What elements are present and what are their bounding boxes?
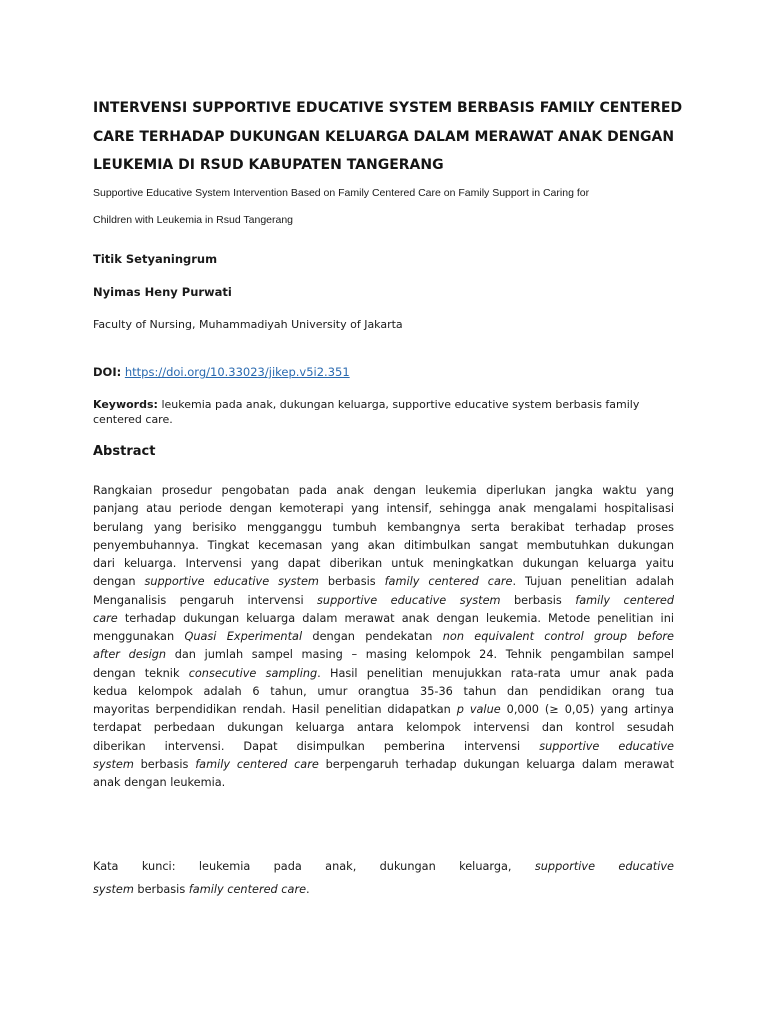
- abstract-line: [93, 500, 674, 518]
- abstract-text: 0,000 (≥ 0,05) yang artinya: [500, 703, 674, 716]
- abstract-text: panjang atau periode dengan kemoterapi yang intensif, sehingga anak mengalami hospitalisasi: [93, 502, 674, 516]
- kata-kunci-text: .: [306, 883, 310, 896]
- keywords-block: [93, 397, 683, 427]
- abstract-line: [93, 610, 674, 628]
- abstract-heading: Abstract: [93, 444, 156, 459]
- kata-kunci-line: [93, 878, 674, 901]
- abstract-text-italic: family centered care: [195, 757, 319, 771]
- abstract-line: [93, 738, 674, 756]
- abstract-line: [93, 573, 674, 591]
- abstract-text: Rangkaian prosedur pengobatan pada anak dengan leukemia diperlukan jangka waktu yang: [93, 484, 674, 497]
- abstract-text-italic: consecutive sampling: [188, 666, 318, 680]
- abstract-text: terhadap dukungan keluarga dalam merawat anak dengan leukemia. Metode penelitian ini: [117, 611, 674, 625]
- abstract-line: [93, 756, 674, 774]
- paper-title-line: INTERVENSI SUPPORTIVE EDUCATIVE SYSTEM BERBASIS FAMILY CENTERED: [93, 100, 683, 116]
- abstract-text: . Tujuan penelitian adalah: [512, 575, 674, 589]
- doi-link[interactable]: https://doi.org/10.33023/jikep.v5i2.351: [124, 365, 350, 379]
- paper-title: [93, 94, 693, 180]
- english-subtitle: [93, 180, 693, 234]
- abstract-line: [93, 646, 674, 664]
- author-name: Titik Setyaningrum: [93, 252, 218, 266]
- kata-kunci-text: berbasis: [133, 883, 189, 896]
- abstract-text: menggunakan: [93, 630, 185, 643]
- abstract-text: dengan teknik: [93, 666, 189, 680]
- abstract-text-italic: Quasi Experimental: [184, 630, 303, 643]
- abstract-text: Menganalisis pengaruh intervensi: [93, 593, 318, 607]
- kata-kunci-line: [93, 855, 674, 878]
- abstract-text-italic: family centered care: [384, 575, 513, 589]
- abstract-line: [93, 701, 674, 719]
- abstract-text: berpengaruh terhadap dukungan keluarga dalam merawat: [318, 757, 674, 771]
- kata-kunci-text: Kata kunci: leukemia pada anak, dukungan keluarga,: [93, 860, 535, 873]
- doi-line: [93, 365, 350, 379]
- english-subtitle-line: Supportive Educative System Intervention Based on Family Centered Care on Family Support in Caring for: [93, 187, 590, 199]
- abstract-text-italic: supportive educative system: [317, 593, 501, 607]
- paper-title-line: CARE TERHADAP DUKUNGAN KELUARGA DALAM MERAWAT ANAK DENGAN: [93, 128, 675, 145]
- kata-kunci-text-italic: system: [93, 883, 134, 896]
- abstract-text: dengan: [93, 575, 145, 589]
- english-subtitle-line: Children with Leukemia in Rsud Tangerang: [93, 214, 294, 226]
- abstract-text: berbasis: [133, 757, 196, 771]
- abstract-text: diberikan intervensi. Dapat disimpulkan pemberina intervensi: [93, 739, 540, 753]
- abstract-line: [93, 683, 674, 701]
- paper-title-line: LEUKEMIA DI RSUD KABUPATEN TANGERANG: [93, 157, 444, 173]
- abstract-text: dengan pendekatan: [302, 630, 443, 643]
- abstract-text-italic: family centered: [575, 593, 674, 607]
- abstract-text: penyembuhannya. Tingkat kecemasan yang akan ditimbulkan sangat membutuhkan dukungan: [93, 538, 674, 552]
- abstract-text: berbasis: [500, 593, 576, 607]
- abstract-text: dan jumlah sampel masing – masing kelompok 24. Tehnik pengambilan sampel: [166, 648, 674, 662]
- abstract-text: mayoritas berpendidikan rendah. Hasil penelitian didapatkan: [93, 703, 457, 716]
- affiliation: Faculty of Nursing, Muhammadiyah University of Jakarta: [93, 318, 403, 331]
- abstract-text-italic: system: [93, 757, 134, 771]
- abstract-text-italic: p value: [456, 703, 501, 716]
- kata-kunci-block: [93, 855, 674, 901]
- kata-kunci-text-italic: supportive educative: [534, 860, 674, 873]
- abstract-text: anak dengan leukemia.: [93, 776, 226, 789]
- doi-label: DOI:: [93, 365, 122, 379]
- abstract-text-italic: supportive educative: [539, 739, 674, 753]
- abstract-text-italic: after design: [93, 648, 167, 662]
- abstract-text-italic: non equivalent control group before: [442, 630, 674, 643]
- abstract-text: terdapat perbedaan dukungan keluarga antara kelompok intervensi dan kontrol sesudah: [93, 721, 674, 735]
- author-name: Nyimas Heny Purwati: [93, 285, 232, 299]
- kata-kunci-text-italic: family centered care: [188, 883, 307, 896]
- keywords-label: Keywords:: [93, 398, 158, 411]
- abstract-text-italic: care: [93, 611, 118, 625]
- abstract-text: . Hasil penelitian menujukkan rata-rata umur anak pada: [317, 666, 674, 680]
- keywords-text: leukemia pada anak, dukungan keluarga, supportive educative system berbasis family centered care.: [93, 398, 640, 426]
- abstract-line: [93, 665, 674, 683]
- abstract-line: [93, 774, 674, 792]
- abstract-line: [93, 482, 674, 500]
- abstract-line: [93, 628, 674, 646]
- abstract-text: dari keluarga. Intervensi yang dapat diberikan untuk meningkatkan dukungan keluarga yaitu: [93, 557, 674, 570]
- abstract-text-italic: supportive educative system: [144, 575, 319, 589]
- abstract-text: kedua kelompok adalah 6 tahun, umur orangtua 35-36 tahun dan pendidikan orang tua: [93, 684, 674, 698]
- abstract-line: [93, 519, 674, 537]
- abstract-text: berulang yang berisiko mengganggu tumbuh kembangnya serta berakibat terhadap proses: [93, 520, 674, 534]
- abstract-line: [93, 719, 674, 737]
- abstract-body: [93, 482, 674, 792]
- abstract-line: [93, 537, 674, 555]
- abstract-line: [93, 592, 674, 610]
- abstract-line: [93, 555, 674, 573]
- abstract-text: berbasis: [318, 575, 385, 589]
